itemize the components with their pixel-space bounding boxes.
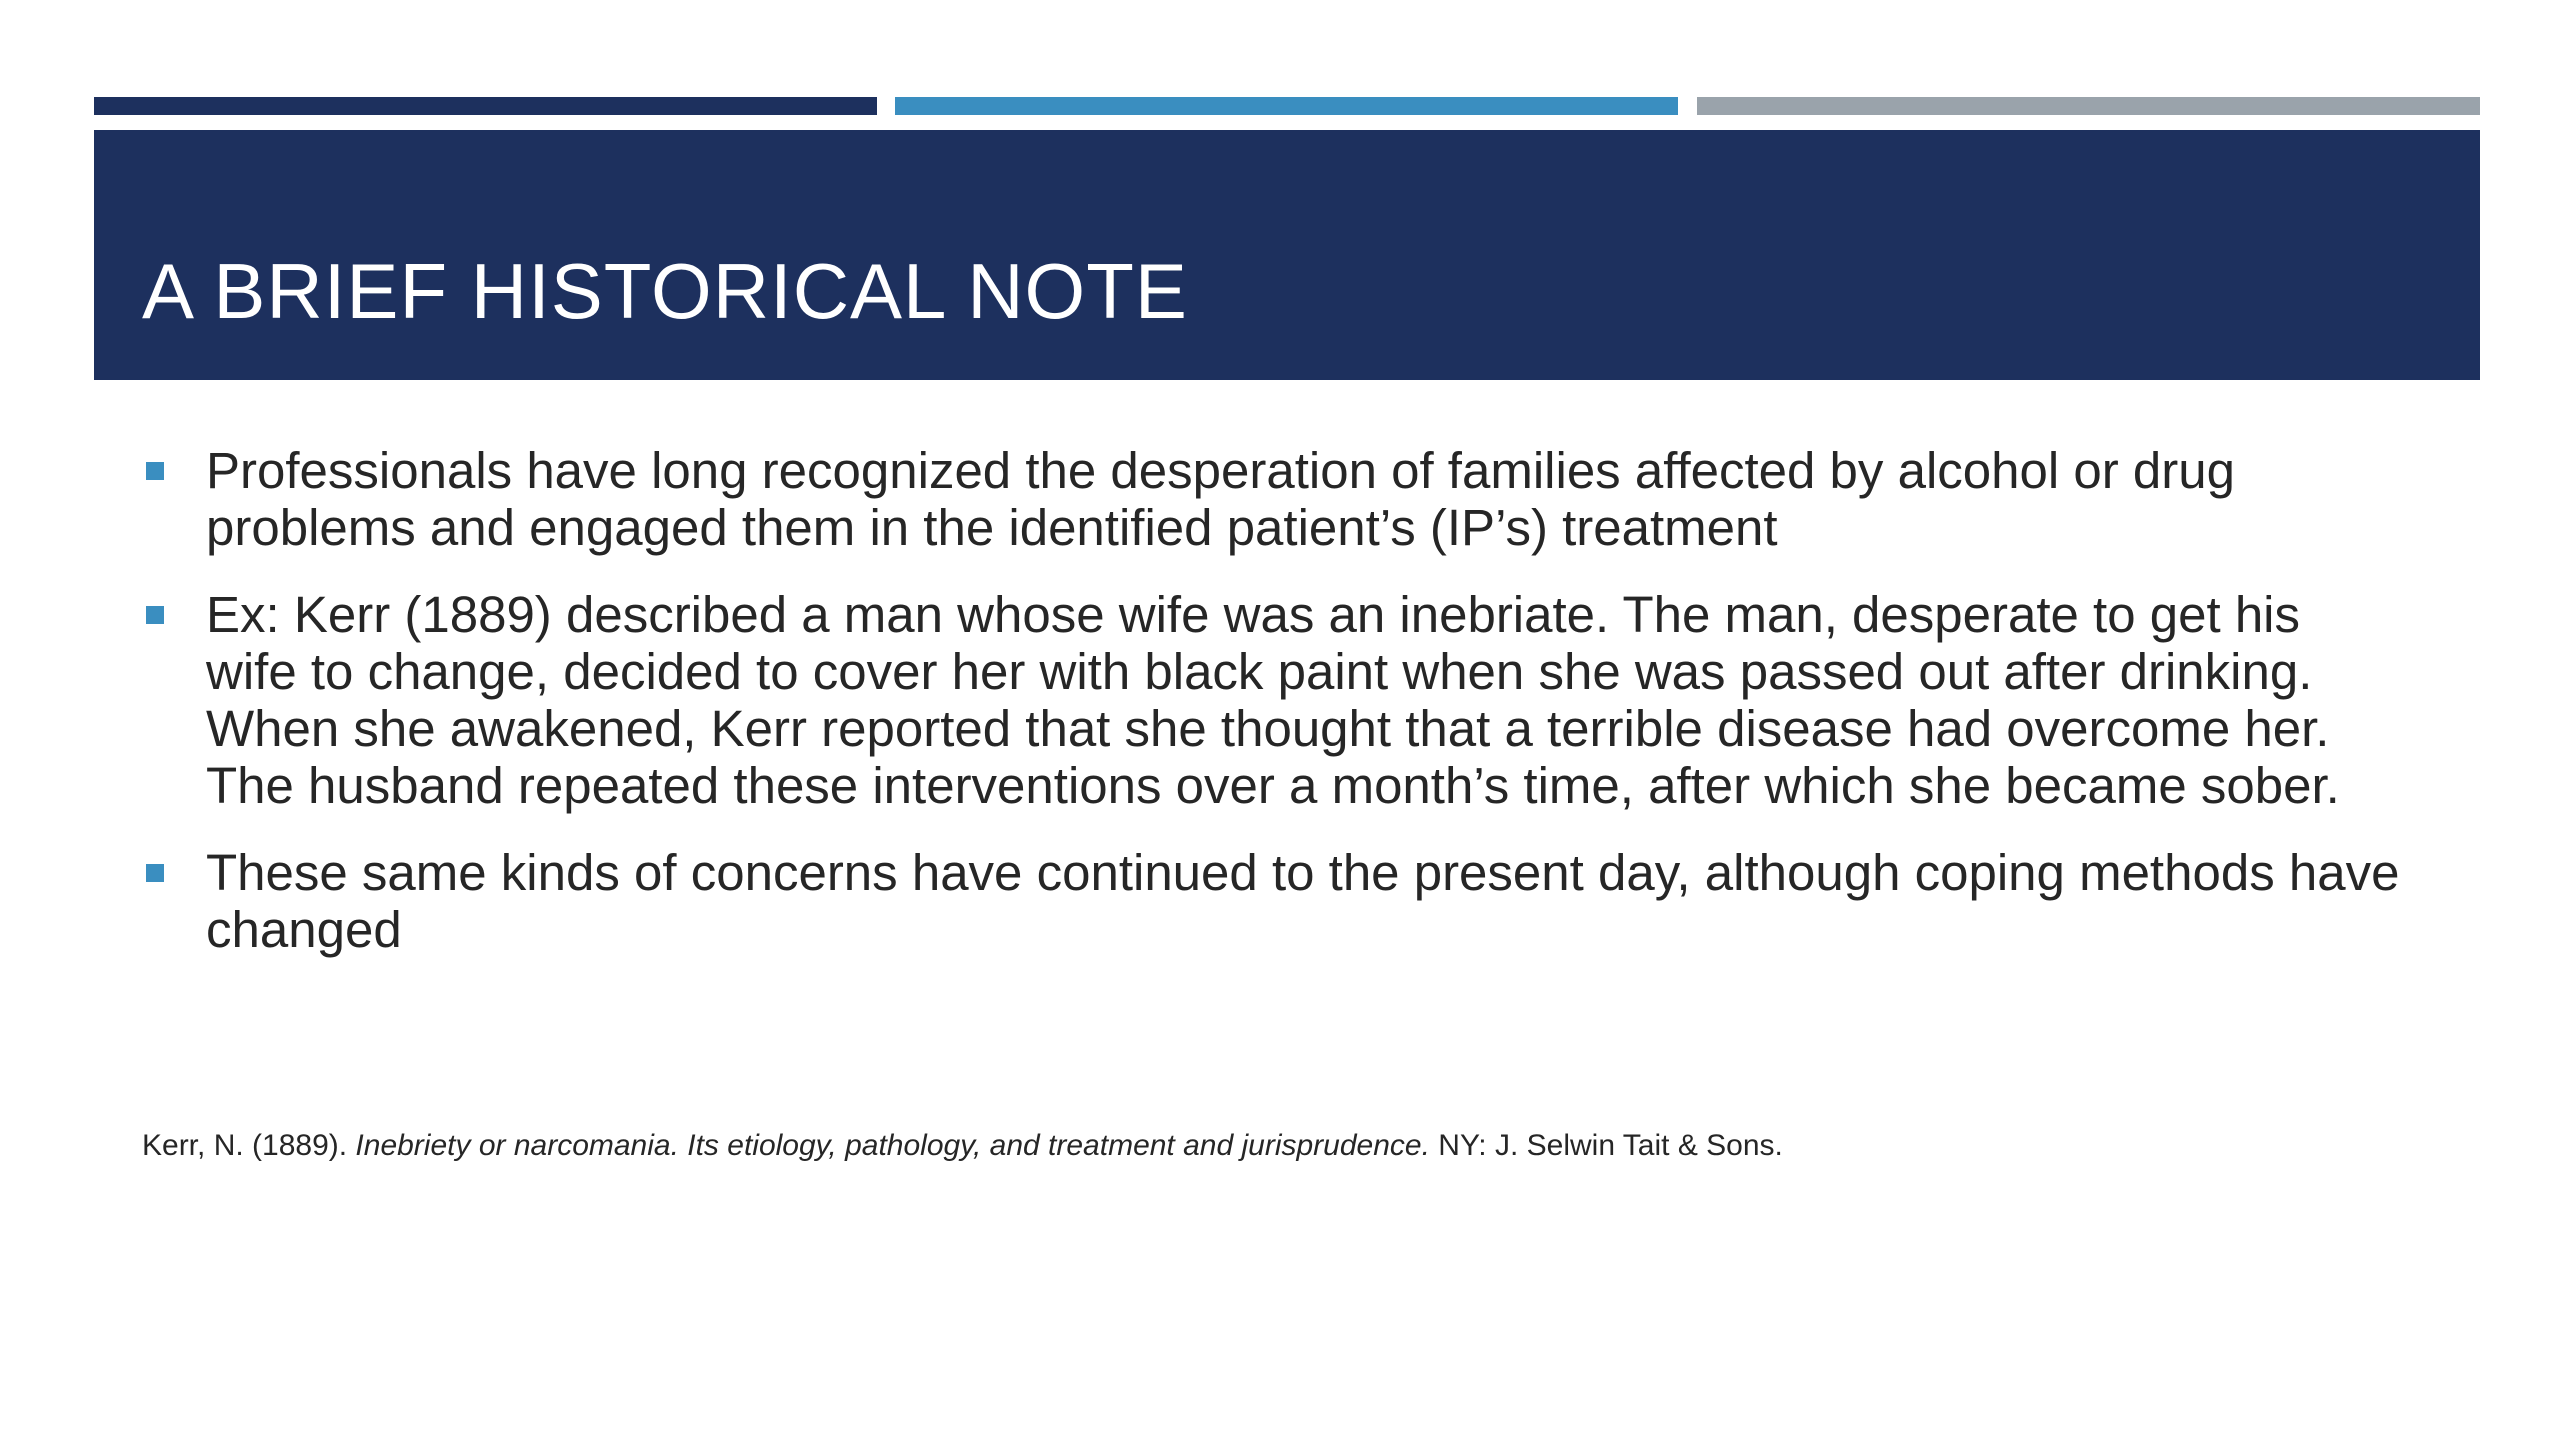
citation-author: Kerr, N. (1889). (142, 1129, 356, 1162)
header-accent-bar-blue (895, 97, 1678, 115)
bullet-text: Ex: Kerr (1889) described a man whose wife was an inebriate. The man, desperate to get his wife to change, decided to cover her with black paint when she was passed out after drinking. When she awakened, Kerr reported that she thought that a terrible disease had overcome her. The husband repeated these interventions over a month’s time, after which she became sober. (206, 586, 2340, 814)
header-accent-bar-dark (94, 97, 877, 115)
citation-publisher: NY: J. Selwin Tait & Sons. (1429, 1129, 1783, 1162)
square-bullet-icon (146, 606, 164, 624)
bullet-item (144, 844, 2404, 958)
slide-title: A BRIEF HISTORICAL NOTE (142, 247, 1188, 335)
bullet-text: Professionals have long recognized the desperation of families affected by alcohol or drug problems and engaged them in the identified patient’s (IP’s) treatment (206, 442, 2235, 556)
bullet-item (144, 442, 2404, 556)
bullet-text: These same kinds of concerns have continued to the present day, although coping methods have changed (206, 844, 2400, 958)
bullet-item (144, 586, 2404, 814)
citation (142, 1128, 1783, 1164)
square-bullet-icon (146, 462, 164, 480)
square-bullet-icon (146, 864, 164, 882)
title-band (94, 130, 2480, 380)
bullet-list (144, 442, 2404, 988)
header-accent-bar-gray (1697, 97, 2480, 115)
citation-work-title: Inebriety or narcomania. Its etiology, pathology, and treatment and jurisprudence. (355, 1129, 1430, 1162)
